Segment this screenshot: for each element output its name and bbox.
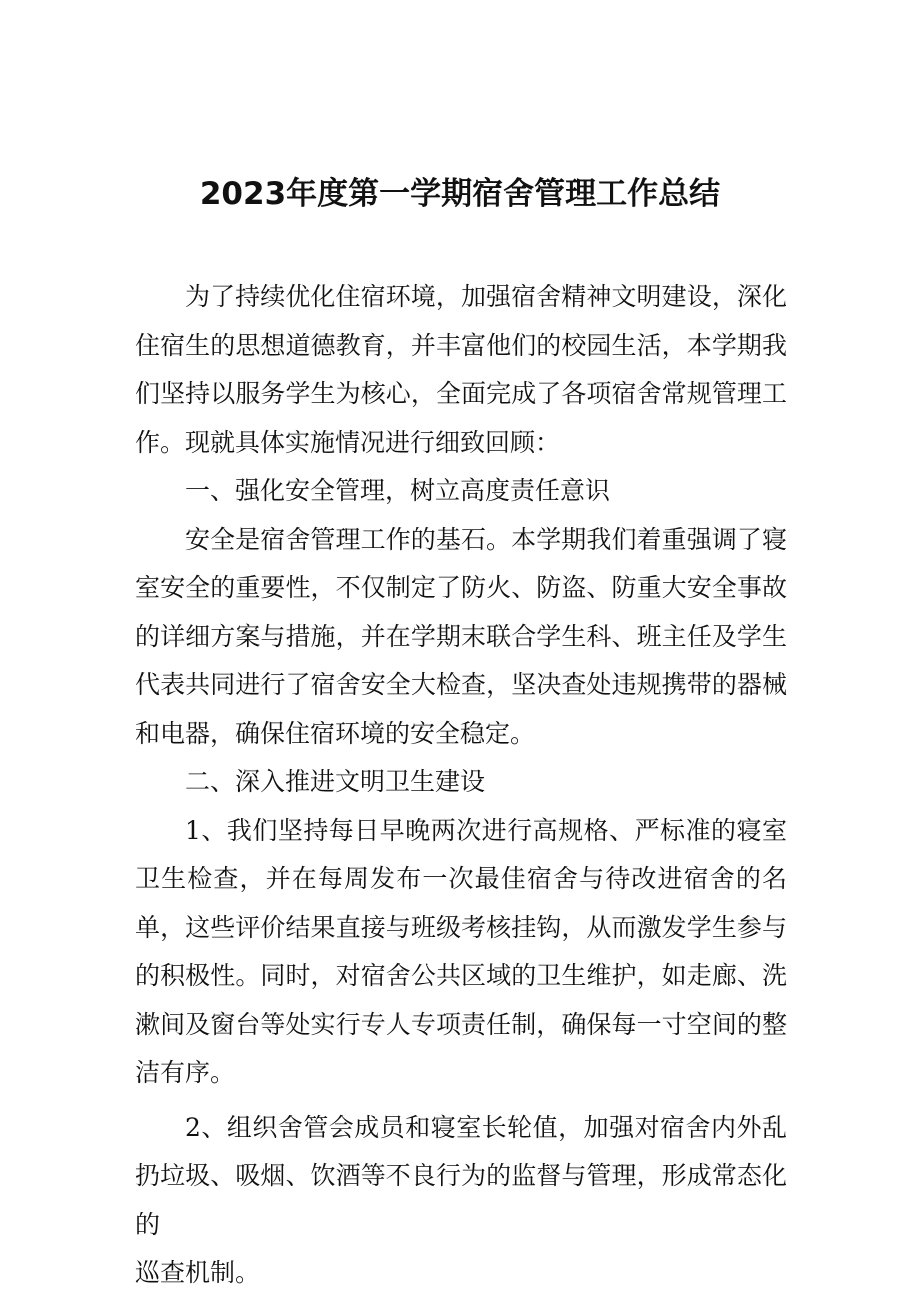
section-2-item-1: 1、我们坚持每日早晚两次进行高规格、严标准的寝室卫生检查，并在每周发布一次最佳宿舍与待改进宿舍的名单，这些评价结果直接与班级考核挂钩，从而激发学生参与的积极性。同时，对宿舍公共区域的卫生维护，如走廊、洗漱间及窗台等处实行专人专项责任制，确保每一寸空间的整洁有序。 xyxy=(135,815,787,1087)
document-body xyxy=(135,273,787,1298)
document-title: 2023年度第一学期宿舍管理工作总结 xyxy=(199,176,721,212)
intro-paragraph: 为了持续优化住宿环境，加强宿舍精神文明建设，深化住宿生的思想道德教育，并丰富他们的校园生活，本学期我们坚持以服务学生为核心，全面完成了各项宿舍常规管理工作。现就具体实施情况进行细致回顾： xyxy=(135,282,787,457)
section-1-heading: 一、强化安全管理，树立高度责任意识 xyxy=(185,476,611,505)
section-1-paragraph: 安全是宿舍管理工作的基石。本学期我们着重强调了寝室安全的重要性，不仅制定了防火、防盗、防重大安全事故的详细方案与措施，并在学期末联合学生科、班主任及学生代表共同进行了宿舍安全大检查，坚决查处违规携带的器械和电器，确保住宿环境的安全稳定。 xyxy=(135,524,787,748)
section-2-item-2-continuation: 巡查机制。 xyxy=(135,1258,261,1287)
section-2-heading: 二、深入推进文明卫生建设 xyxy=(185,767,486,796)
section-2-item-2 xyxy=(135,1104,787,1250)
section-2-item-2-text: 2、组织舍管会成员和寝室长轮值，加强对宿舍内外乱扔垃圾、吸烟、饮酒等不良行为的监督与管理，形成常态化的 xyxy=(135,1112,787,1239)
